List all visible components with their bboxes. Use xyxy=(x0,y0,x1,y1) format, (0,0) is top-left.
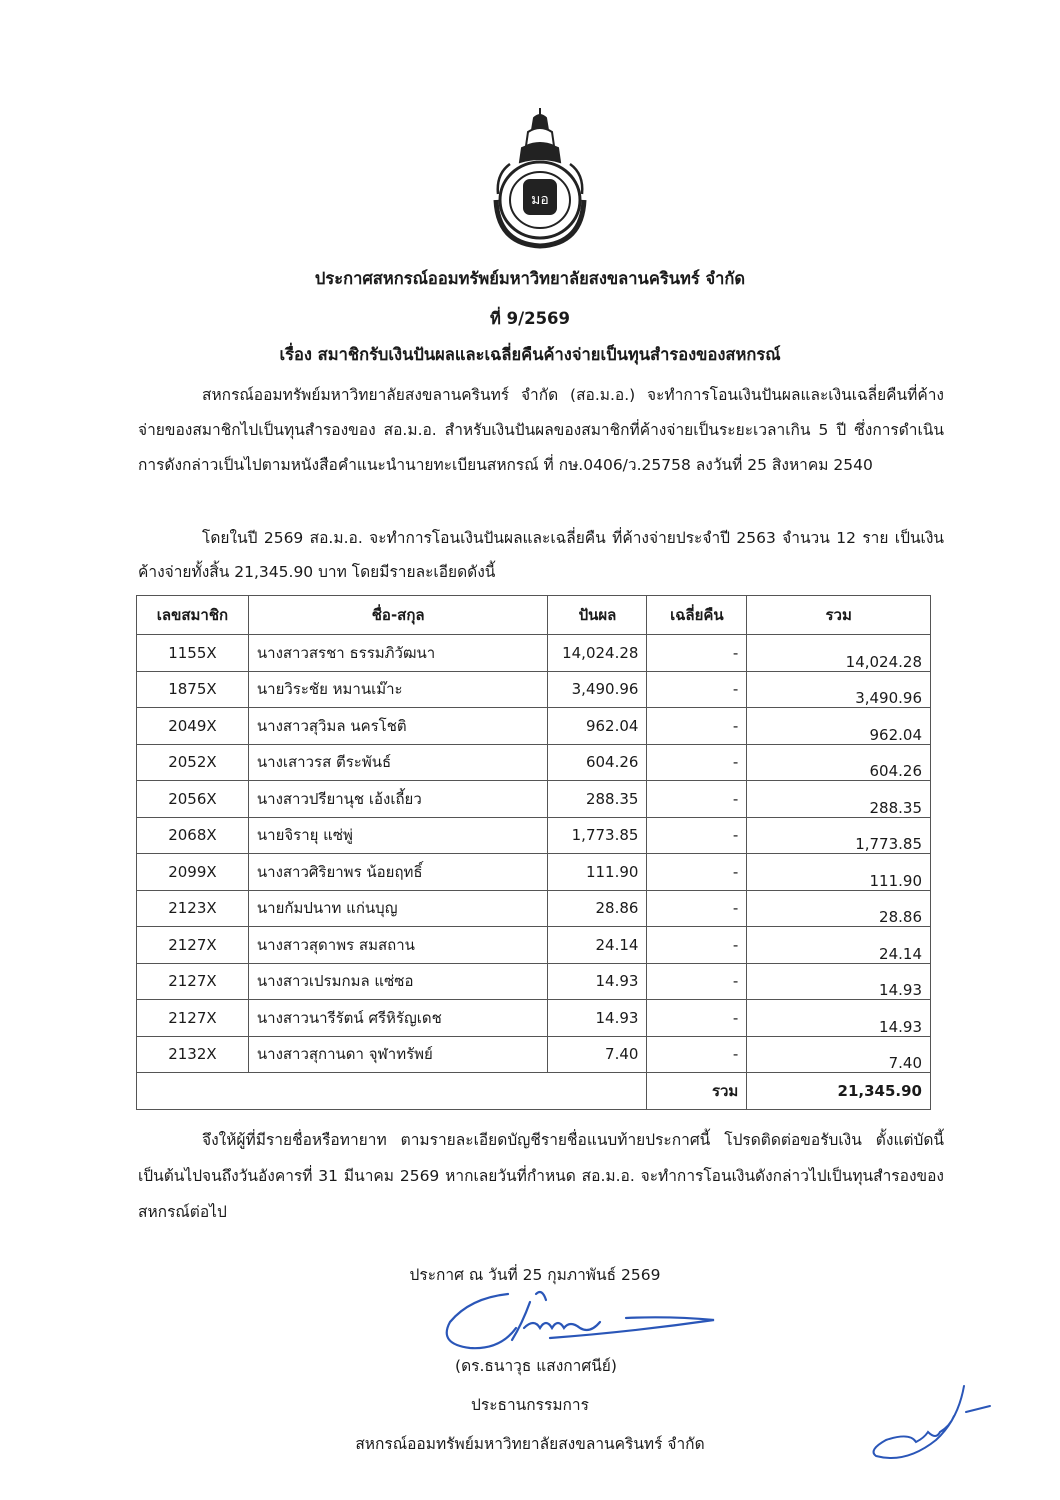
member-name: นางสาวสุกานดา จุฬาทรัพย์ xyxy=(248,1036,548,1073)
member-id: 2127X xyxy=(137,927,249,964)
row-total: 24.14 xyxy=(747,927,931,964)
table-row xyxy=(137,708,931,745)
header-name: ชื่อ-สกุล xyxy=(248,596,548,635)
grand-total: 21,345.90 xyxy=(747,1073,931,1110)
member-name: นายจิรายุ แซ่พู่ xyxy=(248,817,548,854)
row-total: 7.40 xyxy=(747,1036,931,1073)
table-header-row xyxy=(137,596,931,635)
table-row xyxy=(137,1036,931,1073)
rebate-amount: - xyxy=(647,635,747,672)
initials-mark xyxy=(866,1380,1006,1470)
member-id: 2056X xyxy=(137,781,249,818)
total-row-spacer xyxy=(137,1073,647,1110)
row-total: 962.04 xyxy=(747,708,931,745)
dividend-amount: 24.14 xyxy=(548,927,647,964)
dividend-amount: 111.90 xyxy=(548,854,647,891)
header-dividend: ปันผล xyxy=(548,596,647,635)
total-label: รวม xyxy=(647,1073,747,1110)
signatory-position: ประธานกรรมการ xyxy=(471,1396,589,1414)
row-total: 288.35 xyxy=(747,781,931,818)
table-row xyxy=(137,963,931,1000)
dividend-amount: 28.86 xyxy=(548,890,647,927)
member-name: นางสาวสรชา ธรรมภิวัฒนา xyxy=(248,635,548,672)
member-name: นางสาวปรียานุช เอ้งเถี้ยว xyxy=(248,781,548,818)
dividend-amount: 1,773.85 xyxy=(548,817,647,854)
row-total: 111.90 xyxy=(747,854,931,891)
row-total: 604.26 xyxy=(747,744,931,781)
header-total: รวม xyxy=(747,596,931,635)
member-id: 2132X xyxy=(137,1036,249,1073)
rebate-amount: - xyxy=(647,890,747,927)
row-total: 28.86 xyxy=(747,890,931,927)
table-row xyxy=(137,744,931,781)
member-id: 1875X xyxy=(137,671,249,708)
dividend-amount: 14.93 xyxy=(548,963,647,1000)
rebate-amount: - xyxy=(647,854,747,891)
member-name: นายกัมปนาท แก่นบุญ xyxy=(248,890,548,927)
announcement-number: ที่ 9/2569 xyxy=(489,309,571,328)
rebate-amount: - xyxy=(647,744,747,781)
member-id: 2049X xyxy=(137,708,249,745)
row-total: 14.93 xyxy=(747,963,931,1000)
handwritten-signature xyxy=(430,1288,720,1358)
row-total: 14.93 xyxy=(747,1000,931,1037)
table-row xyxy=(137,635,931,672)
announcement-date: ประกาศ ณ วันที่ 25 กุมภาพันธ์ 2569 xyxy=(409,1266,661,1284)
rebate-amount: - xyxy=(647,963,747,1000)
announcement-title: ประกาศสหกรณ์ออมทรัพย์มหาวิทยาลัยสงขลานครินทร์ จำกัด xyxy=(314,269,746,288)
rebate-amount: - xyxy=(647,781,747,818)
member-id: 2127X xyxy=(137,963,249,1000)
header-rebate: เฉลี่ยคืน xyxy=(647,596,747,635)
header-member-id: เลขสมาชิก xyxy=(137,596,249,635)
dividend-amount: 7.40 xyxy=(548,1036,647,1073)
announcement-subject: เรื่อง สมาชิกรับเงินปันผลและเฉลี่ยคืนค้างจ่ายเป็นทุนสำรองของสหกรณ์ xyxy=(279,345,781,364)
dividend-amount: 3,490.96 xyxy=(548,671,647,708)
body-paragraph-3: จึงให้ผู้ที่มีรายชื่อหรือทายาท ตามรายละเอียดบัญชีรายชื่อแนบท้ายประกาศนี้ โปรดติดต่อขอรับเงิน ตั้งแต่บัดนี้เป็นต้นไปจนถึงวันอังคารที่ 31 มีนาคม 2569 หากเลยวันที่กำหนด สอ.ม.อ. จะทำการโอนเงินดังกล่าวไปเป็นทุนสำรองของสหกรณ์ต่อไป xyxy=(138,1131,944,1221)
dividend-amount: 288.35 xyxy=(548,781,647,818)
table-row xyxy=(137,927,931,964)
member-name: นางสาวศิริยาพร น้อยฤทธิ์ xyxy=(248,854,548,891)
rebate-amount: - xyxy=(647,817,747,854)
dividend-amount: 14,024.28 xyxy=(548,635,647,672)
dividend-amount: 962.04 xyxy=(548,708,647,745)
rebate-amount: - xyxy=(647,1036,747,1073)
member-id: 2068X xyxy=(137,817,249,854)
member-name: นางสาวเปรมกมล แซ่ซอ xyxy=(248,963,548,1000)
table-row xyxy=(137,890,931,927)
rebate-amount: - xyxy=(647,1000,747,1037)
member-name: นางสาวสุดาพร สมสถาน xyxy=(248,927,548,964)
table-row xyxy=(137,817,931,854)
dividend-amount: 14.93 xyxy=(548,1000,647,1037)
table-total-row xyxy=(137,1073,931,1110)
signatory-name: (ดร.ธนาวุธ แสงกาศนีย์) xyxy=(455,1357,617,1375)
body-paragraph-1: สหกรณ์ออมทรัพย์มหาวิทยาลัยสงขลานครินทร์ จำกัด (สอ.ม.อ.) จะทำการโอนเงินปันผลและเงินเฉลี่ยคืนที่ค้างจ่ายของสมาชิกไปเป็นทุนสำรองของ สอ.ม.อ. สำหรับเงินปันผลของสมาชิกที่ค้างจ่ายเป็นระยะเวลาเกิน 5 ปี ซึ่งการดำเนินการดังกล่าวเป็นไปตามหนังสือคำแนะนำนายทะเบียนสหกรณ์ ที่ กษ.0406/ว.25758 ลงวันที่ 25 สิงหาคม 2540 xyxy=(138,386,944,474)
row-total: 14,024.28 xyxy=(747,635,931,672)
member-id: 1155X xyxy=(137,635,249,672)
member-name: นางสาวนารีรัตน์ ศรีหิรัญเดช xyxy=(248,1000,548,1037)
table-row xyxy=(137,854,931,891)
dividend-amount: 604.26 xyxy=(548,744,647,781)
member-id: 2123X xyxy=(137,890,249,927)
member-table xyxy=(136,595,931,1110)
rebate-amount: - xyxy=(647,671,747,708)
member-name: นางเสาวรส ตีระพันธ์ xyxy=(248,744,548,781)
member-id: 2099X xyxy=(137,854,249,891)
table-row xyxy=(137,781,931,818)
body-paragraph-2: โดยในปี 2569 สอ.ม.อ. จะทำการโอนเงินปันผลและเฉลี่ยคืน ที่ค้างจ่ายประจำปี 2563 จำนวน 12 ราย เป็นเงินค้างจ่ายทั้งสิ้น 21,345.90 บาท โดยมีรายละเอียดดังนี้ xyxy=(138,529,944,581)
member-name: นายวิระชัย หมานเม๊าะ xyxy=(248,671,548,708)
signatory-organization: สหกรณ์ออมทรัพย์มหาวิทยาลัยสงขลานครินทร์ จำกัด xyxy=(355,1435,705,1453)
table-row xyxy=(137,671,931,708)
member-id: 2052X xyxy=(137,744,249,781)
member-id: 2127X xyxy=(137,1000,249,1037)
rebate-amount: - xyxy=(647,927,747,964)
table-row xyxy=(137,1000,931,1037)
cooperative-emblem xyxy=(488,104,592,254)
member-name: นางสาวสุวิมล นครโชติ xyxy=(248,708,548,745)
row-total: 1,773.85 xyxy=(747,817,931,854)
svg-text:มอ: มอ xyxy=(531,192,549,208)
row-total: 3,490.96 xyxy=(747,671,931,708)
rebate-amount: - xyxy=(647,708,747,745)
